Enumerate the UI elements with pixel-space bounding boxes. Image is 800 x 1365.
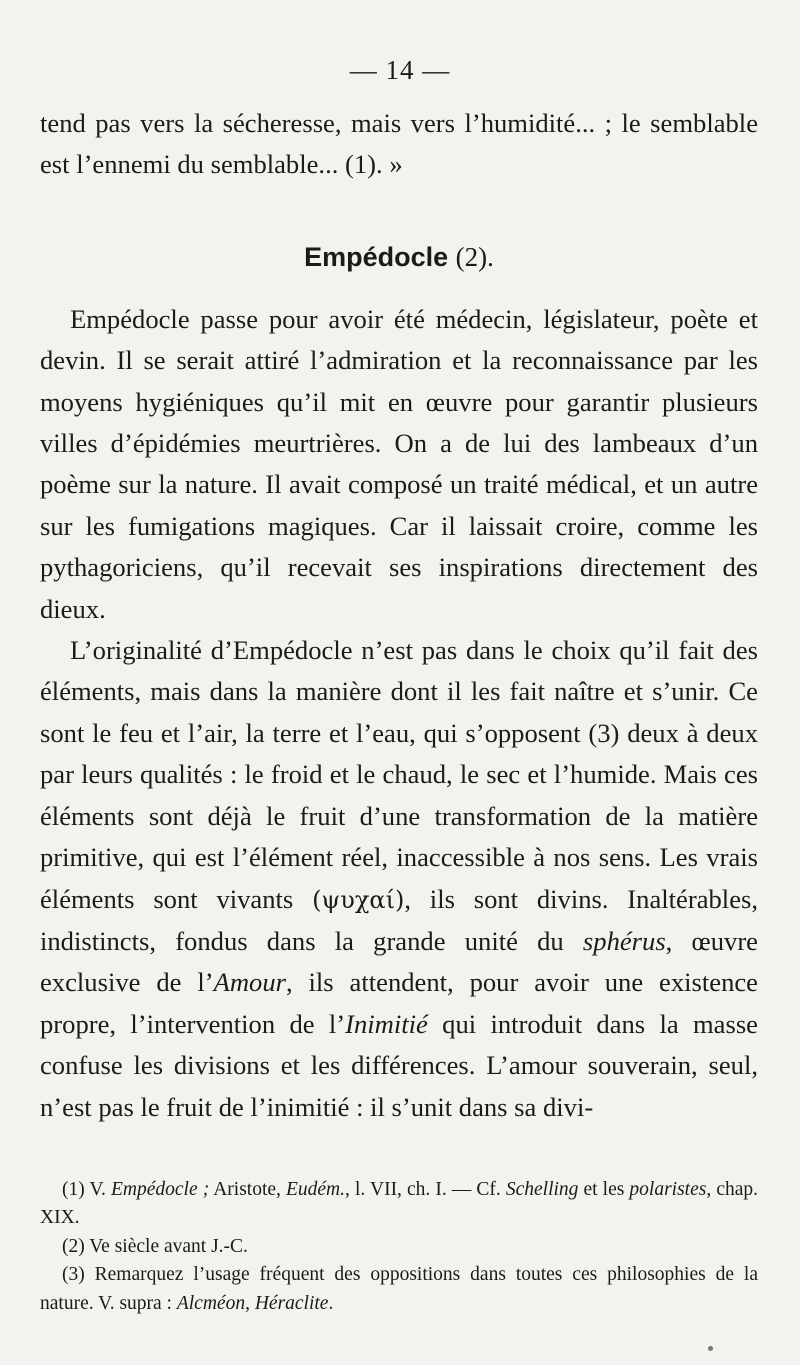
footnote-3-heraclite: Héraclite [254, 1292, 329, 1314]
footnote-1-schelling: Schelling [505, 1179, 579, 1200]
footnote-3-alcmeon: Alcméon [176, 1292, 246, 1314]
greek-term: (ψυχαί) [312, 885, 405, 914]
para2-text-c: , œuvre exclusive de l’ [40, 925, 758, 998]
paragraph-biography: Empédocle passe pour avoir été médecin, législateur, poète et devin. Il se serait attiré l’admiration et la reconnaissance par les moyens hygiéniques qu’il mit en œuvre pour garantir plusieurs villes d’épidémies meurtrières. On a de lui des lambeaux d’un poème sur la nature. Il avait composé un traité médical, et un autre sur les fumigations magiques. Car il laissait croire, comme les pythagoriciens, qu’il recevait ses inspirations directement des dieux. [40, 303, 758, 624]
footnote-1-mark: (1) V. [62, 1179, 111, 1200]
footnote-1-text: et les [578, 1179, 630, 1200]
footnote-1-text: , chap. XIX. [40, 1179, 758, 1229]
term-amour: Amour [213, 967, 286, 998]
para2-text-d: , ils attendent, pour avoir une existence propre, l’intervention de l’ [40, 967, 758, 1039]
footnote-3-text: , [245, 1292, 255, 1314]
footnote-1-text: Aristote, [209, 1179, 286, 1200]
footnote-3-text: (3) Remarquez l’usage fréquent des oppositions dans toutes ces philosophies de la nature. V. supra : [40, 1264, 758, 1314]
footnote-1-text: , l. VII, ch. I. — Cf. [345, 1179, 506, 1200]
para2-text-b: , ils sont divins. Inaltérables, indistincts, fondus dans la grande unité du [40, 883, 758, 956]
section-title: Empédocle [304, 241, 449, 272]
para2-text-e: qui introduit dans la masse confuse les divisions et les différences. L’amour souverain, seul, n’est pas le fruit de l’inimitié : il s’unit dans sa divi- [40, 1008, 758, 1122]
continuation-paragraph: tend pas vers la sécheresse, mais vers l’humidité... ; le semblable est l’ennemi du semblable... (1). » [40, 108, 758, 180]
section-footnote-ref: (2). [455, 241, 494, 272]
footnote-1-eudem: Eudém. [285, 1179, 346, 1200]
page-number: — 14 — [349, 55, 451, 85]
footnotes [40, 1176, 758, 1318]
footnote-3 [40, 1261, 758, 1318]
footnote-1 [40, 1176, 758, 1233]
term-inimitie: Inimitié [345, 1008, 428, 1039]
para2-text-a: L’originalité d’Empédocle n’est pas dans le choix qu’il fait des éléments, mais dans la manière dont il les fait naître et s’unir. Ce sont le feu et l’air, la terre et l’eau, qui s’opposent (3) deux à deux par leurs qualités : le froid et le chaud, le sec et l’humide. Mais ces éléments sont déjà le fruit d’une transformation de la matière primitive, qui est l’élément réel, inaccessible à nos sens. Les vrais éléments sont vivants [40, 635, 758, 914]
footnote-1-empedocle: Empédocle ; [111, 1179, 210, 1200]
footnote-2: (2) Ve siècle avant J.-C. [62, 1235, 248, 1257]
paragraph-elements [40, 630, 758, 1128]
footnote-3-text: . [328, 1292, 334, 1314]
main-text [40, 103, 758, 1128]
term-sphaerus: sphérus [582, 925, 666, 956]
section-heading [40, 236, 758, 278]
ink-speck [708, 1346, 713, 1351]
footnote-1-polaristes: polaristes [629, 1179, 707, 1200]
